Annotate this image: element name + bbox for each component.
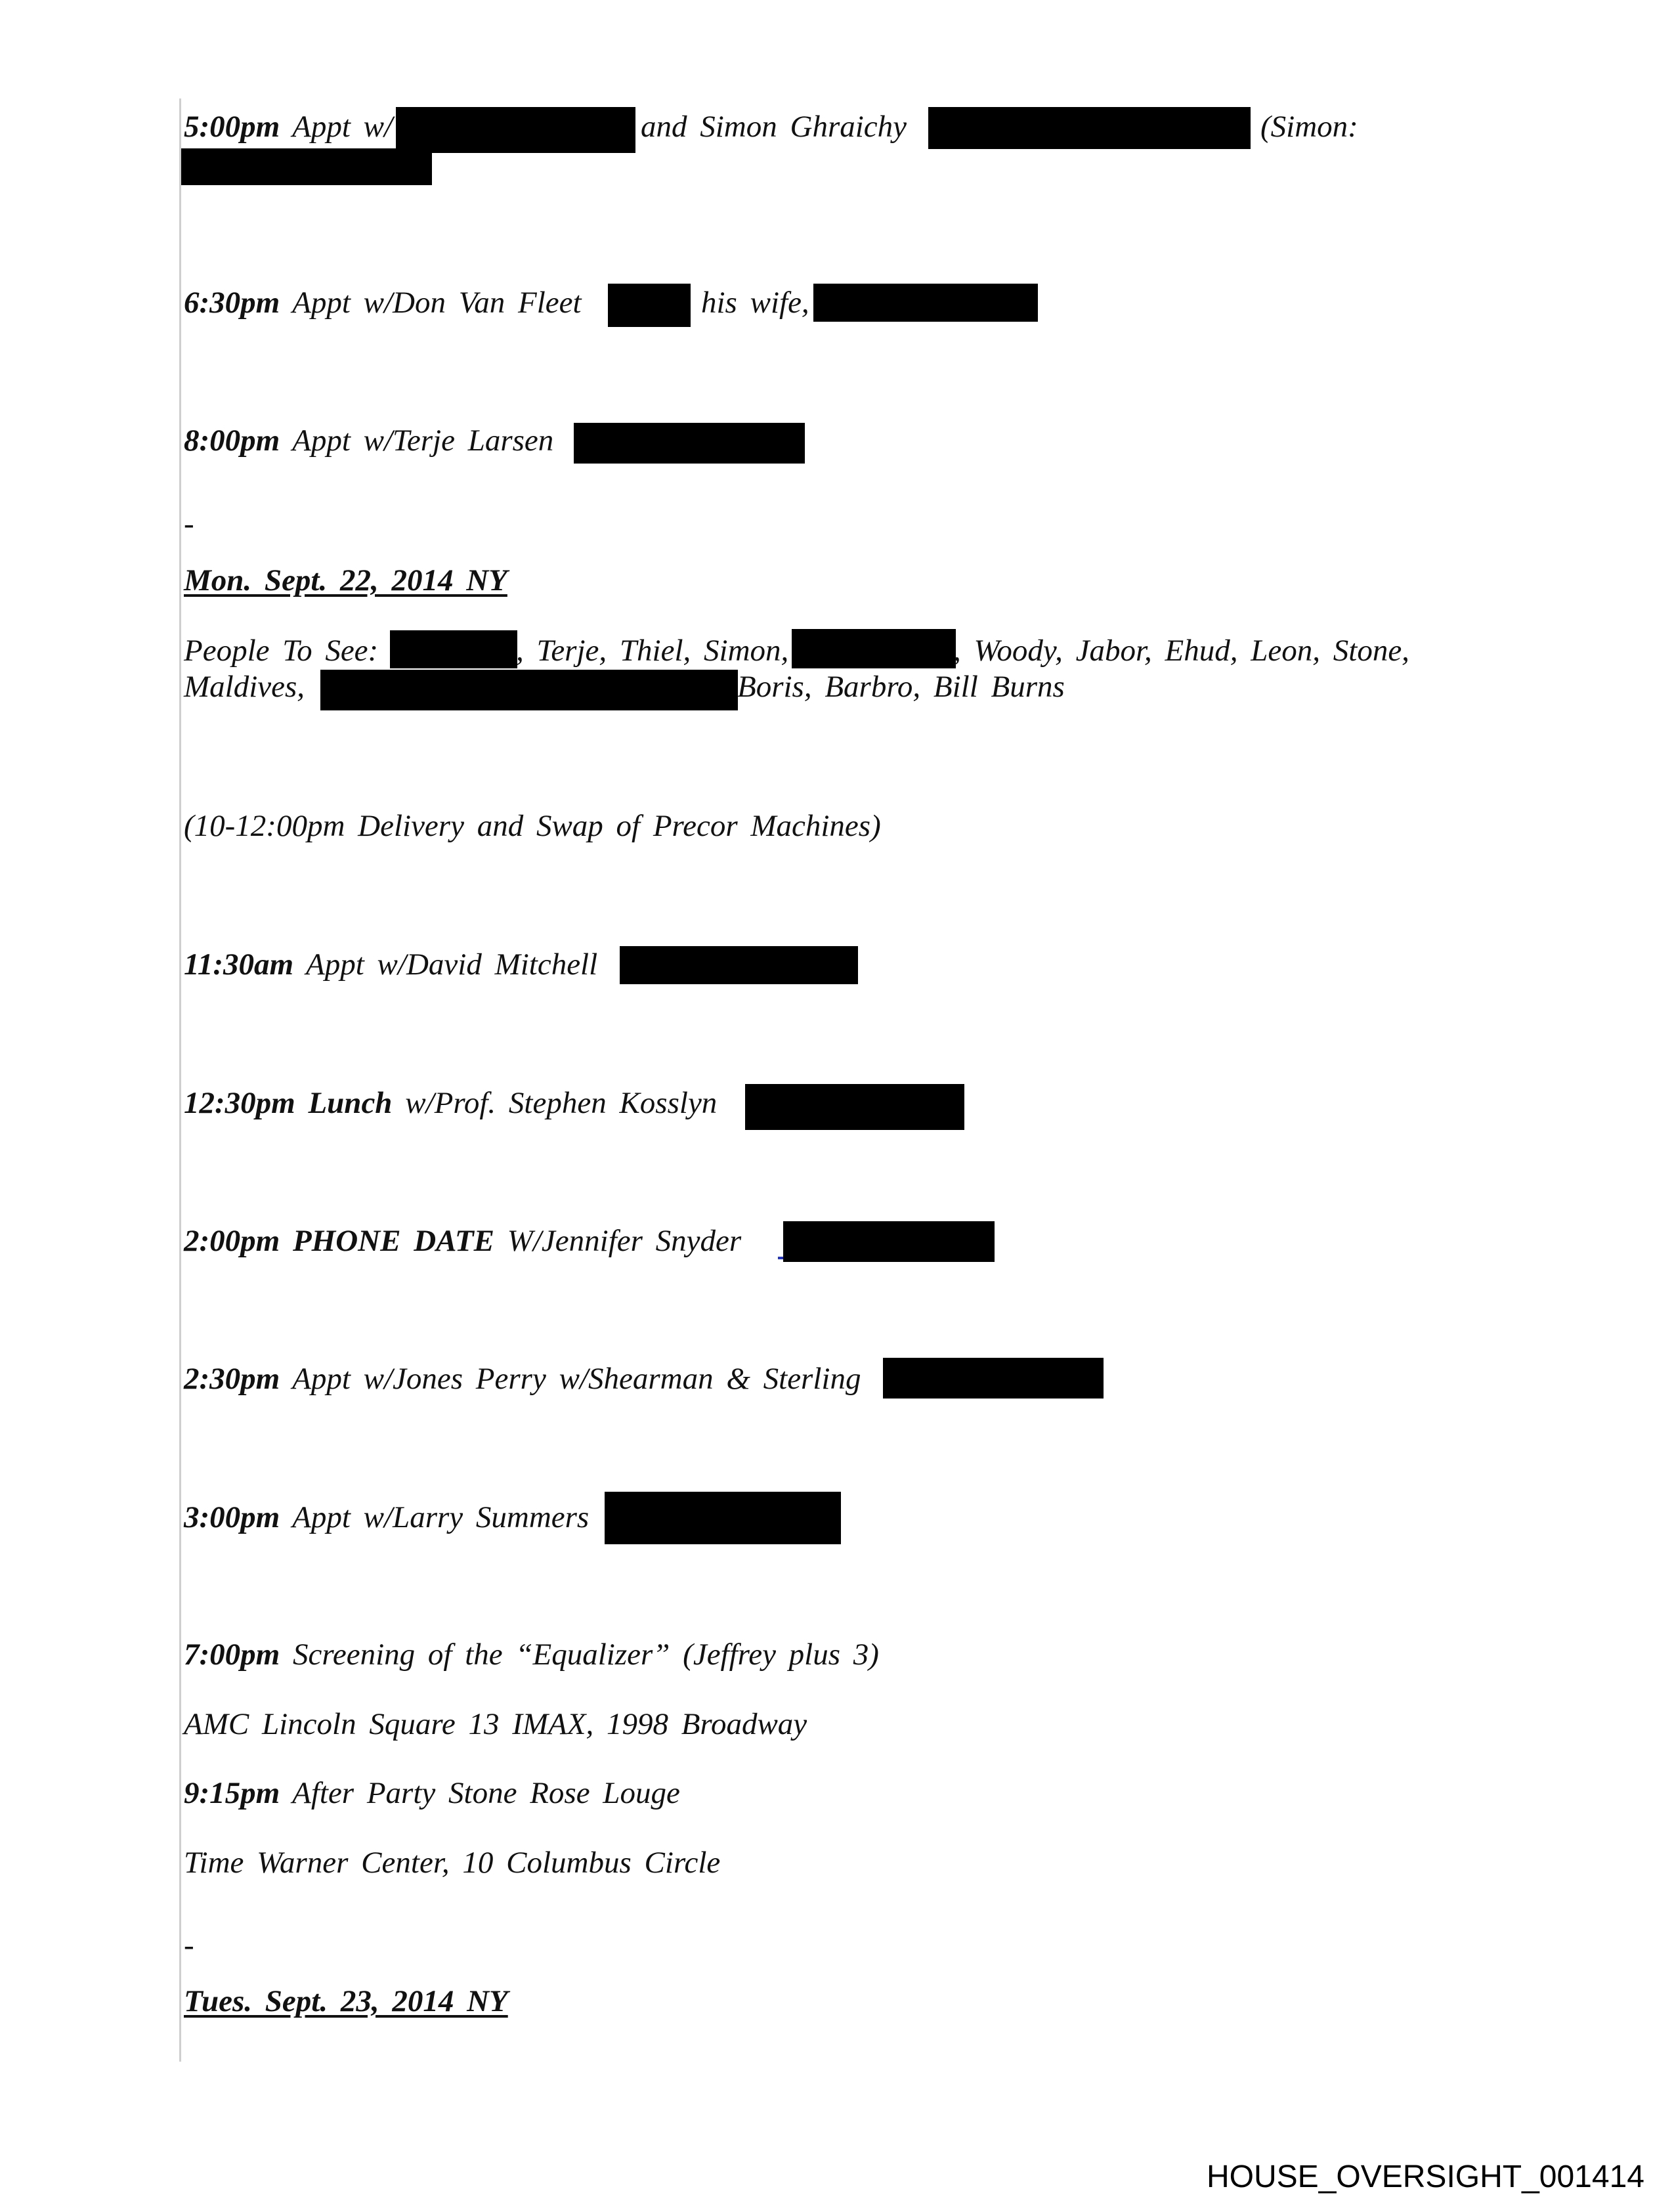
redaction-box (883, 1358, 1104, 1399)
entry-time: 3:00pm (184, 1500, 280, 1534)
entry-time: 5:00pm (184, 110, 280, 144)
entry-text: Appt w/Terje Larsen (292, 423, 554, 458)
people-list: , Terje, Thiel, Simon, (516, 634, 789, 668)
entry-time: 9:15pm (184, 1776, 280, 1810)
bates-number: HOUSE_OVERSIGHT_001414 (1207, 2159, 1644, 2194)
venue-address: Time Warner Center, 10 Columbus Circle (184, 1846, 721, 1880)
separator-dash: - (184, 507, 194, 541)
margin-rule (179, 98, 181, 2062)
entry-text-cont: his wife, (701, 286, 809, 320)
entry-text: Appt w/Jones Perry w/Shearman & Sterling (292, 1362, 861, 1396)
entry-time: 2:30pm (184, 1362, 280, 1396)
people-list: Boris, Barbro, Bill Burns (737, 670, 1065, 704)
people-list: Maldives, (184, 670, 305, 704)
entry-text: Screening of the “Equalizer” (Jeffrey plus 3) (292, 1637, 879, 1672)
redaction-box (745, 1084, 964, 1130)
redaction-box (928, 107, 1251, 149)
delivery-note: (10-12:00pm Delivery and Swap of Precor Machines) (184, 809, 881, 843)
redaction-box (783, 1221, 995, 1262)
entry-3pm (184, 1499, 589, 1536)
day-heading: Mon. Sept. 22, 2014 NY (184, 563, 507, 597)
entry-630pm (184, 284, 582, 321)
redaction-box (574, 423, 805, 464)
entry-230pm (184, 1360, 861, 1397)
entry-time: 6:30pm (184, 286, 280, 320)
redaction-box (792, 629, 956, 668)
redaction-box (396, 107, 635, 153)
entry-time: 11:30am (184, 947, 294, 982)
entry-2pm (184, 1223, 741, 1259)
entry-text-cont: and Simon Ghraichy (641, 110, 907, 144)
redaction-box (320, 670, 738, 710)
entry-text: Appt w/Don Van Fleet (292, 286, 582, 320)
entry-text: w/Prof. Stephen Kosslyn (405, 1086, 718, 1120)
redaction-box (181, 148, 432, 185)
entry-text: Appt w/ (292, 110, 393, 144)
entry-text: Appt w/Larry Summers (292, 1500, 590, 1534)
redaction-box (620, 946, 858, 984)
entry-time: 7:00pm (184, 1637, 280, 1672)
entry-1130am (184, 946, 597, 983)
entry-915pm (184, 1775, 680, 1811)
entry-text-tail: (Simon: (1260, 110, 1358, 144)
entry-5pm (184, 108, 393, 145)
entry-time: 8:00pm (184, 423, 280, 458)
venue-address: AMC Lincoln Square 13 IMAX, 1998 Broadway (184, 1707, 807, 1741)
redaction-box (605, 1492, 841, 1544)
separator-dash: - (184, 1928, 194, 1963)
redaction-box (608, 284, 691, 327)
people-label: People To See: (184, 634, 379, 668)
entry-text: Appt w/David Mitchell (306, 947, 598, 982)
redaction-box (390, 630, 517, 668)
entry-time: 2:00pm PHONE DATE (184, 1224, 494, 1258)
entry-1230pm (184, 1085, 717, 1121)
entry-time: 12:30pm Lunch (184, 1086, 393, 1120)
entry-text: W/Jennifer Snyder (507, 1224, 742, 1258)
redaction-box (813, 284, 1038, 322)
entry-8pm (184, 422, 553, 459)
day-heading: Tues. Sept. 23, 2014 NY (184, 1984, 508, 2018)
people-list: , Woody, Jabor, Ehud, Leon, Stone, (953, 634, 1409, 668)
entry-7pm (184, 1636, 879, 1673)
entry-text: After Party Stone Rose Louge (292, 1776, 680, 1810)
